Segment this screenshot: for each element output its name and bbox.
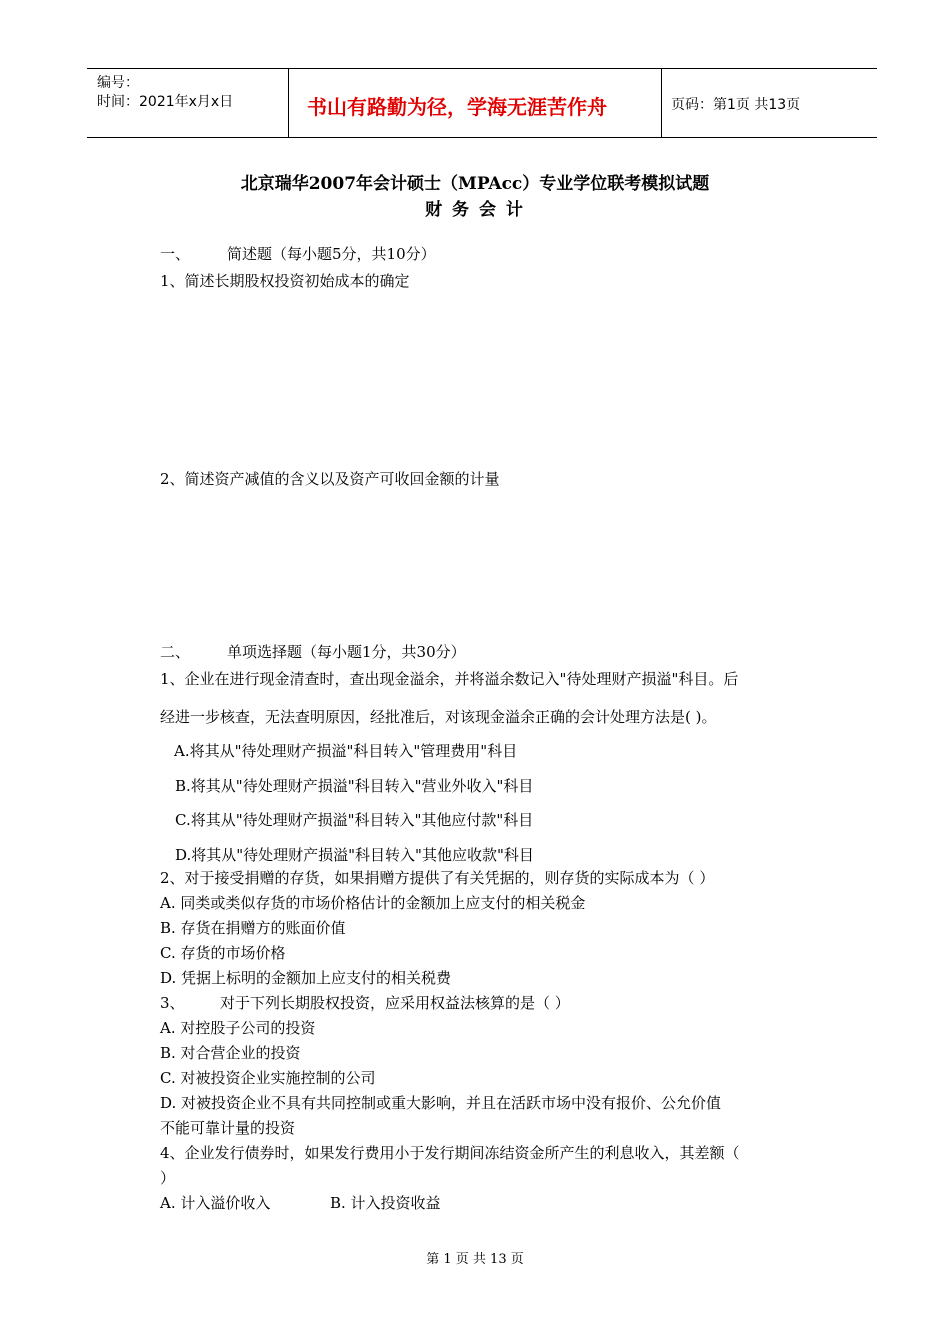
option-b: B. 计入投资收益 [330, 1194, 441, 1212]
header-divider [661, 69, 662, 137]
section-heading: 单项选择题（每小题1分，共30分） [227, 643, 466, 661]
page-label: 页码：第1页 共13页 [671, 97, 801, 113]
option-a: A. 计入溢价收入 [160, 1194, 271, 1212]
question-text: 对于下列长期股权投资，应采用权益法核算的是（ ） [220, 994, 570, 1012]
question-text: 4、企业发行债券时，如果发行费用小于发行期间冻结资金所产生的利息收入，其差额（ [160, 1144, 740, 1162]
option-a: A. 同类或类似存货的市场价格估计的金额加上应支付的相关税金 [160, 894, 586, 912]
option-d: D. 对被投资企业不具有共同控制或重大影响，并且在活跃市场中没有报价、公允价值 [160, 1094, 722, 1112]
header-divider [288, 69, 289, 137]
question-text: 1、企业在进行现金清查时，查出现金溢余，并将溢余数记入"待处理财产损溢"科目。后 [160, 670, 739, 688]
option-b: B. 存货在捐赠方的账面价值 [160, 919, 346, 937]
option-b: B.将其从"待处理财产损溢"科目转入"营业外收入"科目 [175, 777, 534, 795]
motto: 书山有路勤为径，学海无涯苦作舟 [307, 95, 607, 119]
code-label: 编号： [97, 75, 139, 91]
page-footer: 第 1 页 共 13 页 [426, 1252, 524, 1267]
option-d: D.将其从"待处理财产损溢"科目转入"其他应收款"科目 [175, 846, 534, 864]
document-subtitle: 财 务 会 计 [425, 200, 525, 220]
question-text: 1、简述长期股权投资初始成本的确定 [160, 272, 410, 290]
question-number: 3、 [160, 994, 185, 1012]
option-c: C. 对被投资企业实施控制的公司 [160, 1069, 376, 1087]
option-b: B. 对合营企业的投资 [160, 1044, 301, 1062]
page-header [87, 68, 877, 138]
option-a: A. 对控股子公司的投资 [160, 1019, 316, 1037]
option-c: C.将其从"待处理财产损溢"科目转入"其他应付款"科目 [175, 811, 534, 829]
section-heading: 简述题（每小题5分，共10分） [227, 245, 436, 263]
option-c: C. 存货的市场价格 [160, 944, 286, 962]
option-a: A.将其从"待处理财产损溢"科目转入"管理费用"科目 [174, 742, 518, 760]
question-text: 2、简述资产减值的含义以及资产可收回金额的计量 [160, 470, 500, 488]
option-d: D. 凭据上标明的金额加上应支付的相关税费 [160, 969, 452, 987]
section-number: 二、 [160, 643, 191, 661]
option-d-continued: 不能可靠计量的投资 [160, 1119, 296, 1137]
question-text: 经进一步核查，无法查明原因，经批准后，对该现金溢余正确的会计处理方法是( )。 [160, 708, 717, 726]
question-text: ） [160, 1169, 176, 1187]
time-label: 时间：2021年x月x日 [97, 94, 234, 110]
section-number: 一、 [160, 245, 191, 263]
document-title: 北京瑞华2007年会计硕士（MPAcc）专业学位联考模拟试题 [240, 174, 710, 194]
question-text: 2、对于接受捐赠的存货，如果捐赠方提供了有关凭据的，则存货的实际成本为（ ） [160, 869, 715, 887]
